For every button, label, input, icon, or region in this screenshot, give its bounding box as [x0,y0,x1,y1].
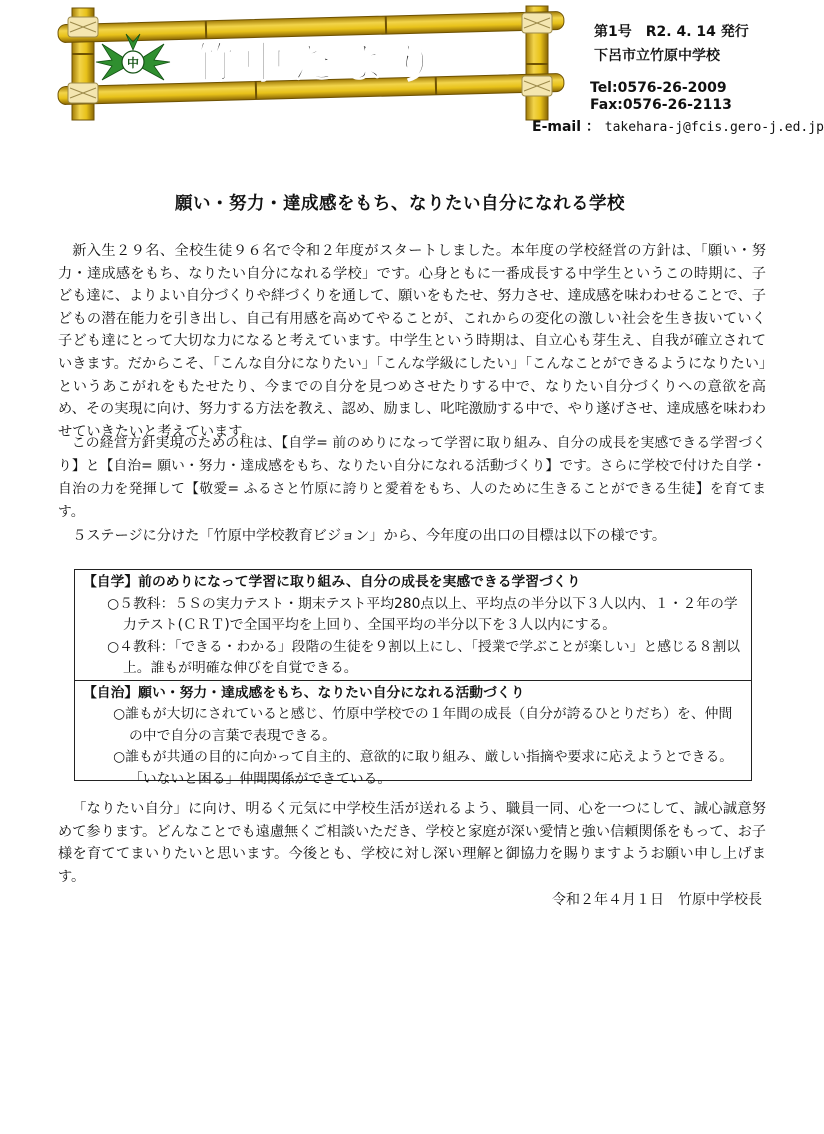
intro-paragraph: 新入生２９名、全校生徒９６名で令和２年度がスタートしました。本年度の学校経営の方針は、「願い・努力・達成感をもち、なりたい自分になれる学校」です。心身ともに一番成長する中学生というこの時期に、子ども達に、よりよい自分づくりや絆づくりを通して、願いをもたせ、努力させ、達成感を味わわせることで、子どもの潜在能力を引き出し、自己有用感を高めてやることが、これからの変化の激しい社会を生き抜いていく子ども達にとって大切な力になると考えています。中学生という時期は、自立心も芽生え、自我が確立されていきます。だからこそ、「こんな自分になりたい」「こんな学級にしたい」「こんなことができるようになりたい」というあこがれをもたせたり、今までの自分を見つめさせたりする中で、なりたい自分づくりへの意欲を高め、その実現に向け、努力する方法を教え、認め、励まし、叱咤激励する中で、やり遂げさせ、達成感を味わわせていきたいと考えています。 [58,243,766,440]
vision-sentence: ５ステージに分けた「竹原中学校教育ビジョン」から、今年度の出口の目標は以下の様です。 [72,528,667,544]
page-title: 願い・努力・達成感をもち、なりたい自分になれる学校 [175,194,625,214]
goals-box [74,569,752,787]
emblem-character: 中 [126,56,140,70]
goal-section-jichi [75,680,751,791]
school-name: 下呂市立竹原中学校 [594,48,720,64]
fax-number: Fax:0576-26-2113 [590,97,732,113]
email-label: E-mail ： [532,119,600,135]
goal-item: ○４教科：「できる・わかる」段階の生徒を９割以上にし、「授業で学ぶことが楽しい」と感じる８割以上。誰もが明確な伸びを自覚できる。 [107,638,741,676]
goal-item: ○５教科：５Ｓの実力テスト・期末テスト平均280点以上、平均点の半分以下３人以内、１・２年の学力テスト(ＣＲＴ)で全国平均を上回り、全国平均の半分以下を３人以内にする。 [107,595,738,633]
closing-paragraph: 「なりたい自分」に向け、明るく元気に中学校生活が送れるよう、職員一同、心を一つにして、誠心誠意努めて参ります。どんなことでも遠慮無くご相談いただき、学校と家庭が深い愛情と強い信頼関係をもって、お子様を育ててまいりたいと思います。今後とも、学校に対し深い理解と御協力を賜りますようお願い申し上げます。 [58,801,766,885]
goal-item: ○誰もが共通の目的に向かって自主的、意欲的に取り組み、厳しい指摘や要求に応えようとできる。「いないと困る」仲間関係ができている。 [113,749,734,787]
signature: 令和２年４月１日 竹原中学校長 [552,892,762,908]
issue-info: 第1号 R2. 4. 14 発行 [594,24,749,40]
goal-item: ○誰もが大切にされていると感じ、竹原中学校での１年間の成長（自分が誇るひとりだち）を、仲間の中で自分の言葉で表現できる。 [113,706,733,744]
tel-number: Tel:0576-26-2009 [590,80,727,96]
goal-section-jigaku [75,570,751,680]
goal-title-jichi: 【自治】願い・努力・達成感をもち、なりたい自分になれる活動づくり [83,684,525,701]
goal-title-jigaku: 【自学】前のめりになって学習に取り組み、自分の成長を実感できる学習づくり [83,574,581,590]
pillars-paragraph: この経営方針実現のための柱は、【自学= 前のめりになって学習に取り組み、自分の成長を実感できる学習づくり】と【自治= 願い・努力・達成感をもち、なりたい自分になれる活動づくり】です。さらに学校で付けた自学・自治の力を発揮して【敬愛= ふるさと竹原に誇りと愛着をもち、人のために生きることができる生徒】を育てます。 [58,435,766,520]
email-address[interactable]: takehara-j@fcis.gero-j.ed.jp [604,120,824,135]
newsletter-title: 竹中だより [192,38,444,87]
newsletter-banner [56,4,568,122]
email-line [532,116,824,136]
